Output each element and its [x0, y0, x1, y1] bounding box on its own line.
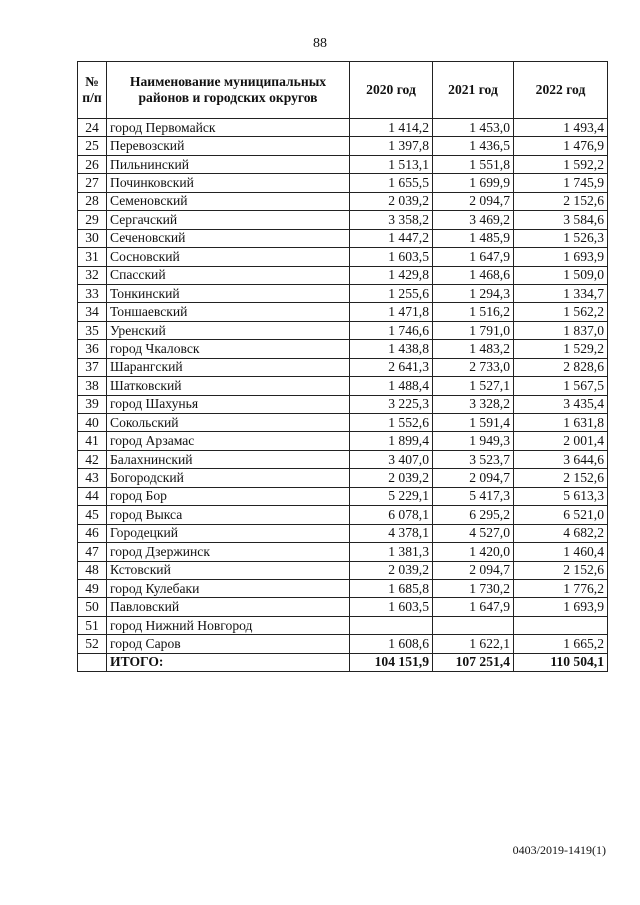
row-name: город Чкаловск: [107, 340, 350, 358]
row-number: 50: [78, 598, 107, 616]
row-value-2022: 2 001,4: [514, 432, 608, 450]
row-value-2021: 1 420,0: [433, 543, 514, 561]
row-value-2020: 1 603,5: [350, 248, 433, 266]
table-row: [78, 579, 608, 597]
table-row: [78, 266, 608, 284]
row-value-2020: 1 381,3: [350, 543, 433, 561]
row-value-2020: 6 078,1: [350, 506, 433, 524]
row-number: 26: [78, 155, 107, 173]
row-number: 52: [78, 635, 107, 653]
total-value-2021: 107 251,4: [433, 653, 514, 671]
row-value-2020: 2 039,2: [350, 192, 433, 210]
row-value-2020: [350, 616, 433, 634]
table-row: [78, 377, 608, 395]
row-value-2021: 1 468,6: [433, 266, 514, 284]
row-name: Сергачский: [107, 211, 350, 229]
row-number: 49: [78, 579, 107, 597]
row-value-2021: 5 417,3: [433, 487, 514, 505]
row-number: 33: [78, 284, 107, 302]
row-number: 39: [78, 395, 107, 413]
row-number: 38: [78, 377, 107, 395]
header-number: [78, 62, 107, 119]
table-row: [78, 506, 608, 524]
header-2020: 2020 год: [350, 62, 433, 119]
total-value-2022: 110 504,1: [514, 653, 608, 671]
row-name: Балахнинский: [107, 450, 350, 468]
row-value-2022: 2 828,6: [514, 358, 608, 376]
row-name: город Дзержинск: [107, 543, 350, 561]
row-number: 31: [78, 248, 107, 266]
row-number: 34: [78, 303, 107, 321]
row-value-2020: 1 471,8: [350, 303, 433, 321]
municipal-budget-table: [77, 61, 608, 672]
row-value-2021: 3 523,7: [433, 450, 514, 468]
row-value-2022: 3 584,6: [514, 211, 608, 229]
row-value-2021: 2 094,7: [433, 561, 514, 579]
row-value-2021: 1 527,1: [433, 377, 514, 395]
table-row: [78, 303, 608, 321]
row-name: Сосновский: [107, 248, 350, 266]
table-row: [78, 450, 608, 468]
row-name: город Первомайск: [107, 119, 350, 137]
row-name: Тоншаевский: [107, 303, 350, 321]
row-name: Пильнинский: [107, 155, 350, 173]
table-row: [78, 635, 608, 653]
row-name: Сеченовский: [107, 229, 350, 247]
row-value-2020: 4 378,1: [350, 524, 433, 542]
row-name: город Выкса: [107, 506, 350, 524]
row-value-2020: 3 225,3: [350, 395, 433, 413]
row-number: 30: [78, 229, 107, 247]
row-value-2020: 2 039,2: [350, 561, 433, 579]
row-value-2020: 5 229,1: [350, 487, 433, 505]
row-number: 41: [78, 432, 107, 450]
row-number: 48: [78, 561, 107, 579]
table-header-row: [78, 62, 608, 119]
row-value-2022: 1 837,0: [514, 321, 608, 339]
row-value-2021: 1 791,0: [433, 321, 514, 339]
row-value-2022: 3 644,6: [514, 450, 608, 468]
row-value-2020: 1 414,2: [350, 119, 433, 137]
row-value-2021: 1 647,9: [433, 248, 514, 266]
row-name: город Нижний Новгород: [107, 616, 350, 634]
row-name: город Шахунья: [107, 395, 350, 413]
row-name: Шарангский: [107, 358, 350, 376]
row-value-2020: 1 552,6: [350, 414, 433, 432]
row-name: город Арзамас: [107, 432, 350, 450]
row-value-2020: 1 488,4: [350, 377, 433, 395]
row-value-2021: 1 591,4: [433, 414, 514, 432]
row-value-2020: 3 407,0: [350, 450, 433, 468]
row-value-2020: 1 685,8: [350, 579, 433, 597]
row-number: 47: [78, 543, 107, 561]
row-value-2021: 1 516,2: [433, 303, 514, 321]
row-value-2021: 4 527,0: [433, 524, 514, 542]
table-row: [78, 487, 608, 505]
row-value-2022: 1 460,4: [514, 543, 608, 561]
header-name: Наименование муниципальных районов и городских округов: [107, 62, 350, 119]
row-value-2020: 1 746,6: [350, 321, 433, 339]
table-row: [78, 432, 608, 450]
row-value-2020: 1 429,8: [350, 266, 433, 284]
document-code: 0403/2019-1419(1): [512, 843, 606, 857]
row-value-2021: 1 294,3: [433, 284, 514, 302]
header-number-text: № п/п: [82, 74, 102, 105]
row-value-2022: 1 509,0: [514, 266, 608, 284]
row-number: 27: [78, 174, 107, 192]
table-row: [78, 248, 608, 266]
row-value-2020: 1 603,5: [350, 598, 433, 616]
row-number: 51: [78, 616, 107, 634]
row-value-2022: 1 529,2: [514, 340, 608, 358]
row-name: Городецкий: [107, 524, 350, 542]
row-value-2020: 3 358,2: [350, 211, 433, 229]
row-name: Сокольский: [107, 414, 350, 432]
row-value-2021: 1 647,9: [433, 598, 514, 616]
row-name: Семеновский: [107, 192, 350, 210]
row-value-2021: 2 094,7: [433, 192, 514, 210]
row-name: Тонкинский: [107, 284, 350, 302]
row-value-2022: 1 776,2: [514, 579, 608, 597]
row-number: 44: [78, 487, 107, 505]
row-value-2021: 3 469,2: [433, 211, 514, 229]
row-value-2021: 2 094,7: [433, 469, 514, 487]
row-name: Уренский: [107, 321, 350, 339]
table-row: [78, 469, 608, 487]
row-value-2021: 1 622,1: [433, 635, 514, 653]
row-value-2020: 1 255,6: [350, 284, 433, 302]
row-value-2022: 1 476,9: [514, 137, 608, 155]
row-number: 37: [78, 358, 107, 376]
row-number: 35: [78, 321, 107, 339]
table-row: [78, 211, 608, 229]
table-row: [78, 192, 608, 210]
page-number: 88: [313, 36, 327, 51]
row-value-2021: 1 436,5: [433, 137, 514, 155]
row-number: 29: [78, 211, 107, 229]
table-row: [78, 524, 608, 542]
row-value-2021: 3 328,2: [433, 395, 514, 413]
table-row: [78, 155, 608, 173]
row-value-2022: 1 693,9: [514, 598, 608, 616]
row-value-2021: 1 730,2: [433, 579, 514, 597]
row-value-2022: 1 665,2: [514, 635, 608, 653]
row-value-2020: 1 438,8: [350, 340, 433, 358]
row-value-2021: 6 295,2: [433, 506, 514, 524]
total-value-2020: 104 151,9: [350, 653, 433, 671]
row-value-2020: 1 513,1: [350, 155, 433, 173]
row-number: 43: [78, 469, 107, 487]
row-value-2021: [433, 616, 514, 634]
row-value-2021: 1 551,8: [433, 155, 514, 173]
row-value-2020: 1 899,4: [350, 432, 433, 450]
row-value-2022: 1 567,5: [514, 377, 608, 395]
row-name: Починковский: [107, 174, 350, 192]
row-value-2020: 1 397,8: [350, 137, 433, 155]
row-value-2022: 3 435,4: [514, 395, 608, 413]
row-value-2020: 2 039,2: [350, 469, 433, 487]
row-value-2021: 1 699,9: [433, 174, 514, 192]
row-value-2022: 1 562,2: [514, 303, 608, 321]
row-number: 36: [78, 340, 107, 358]
row-number: 24: [78, 119, 107, 137]
total-label: ИТОГО:: [107, 653, 350, 671]
row-value-2022: 1 592,2: [514, 155, 608, 173]
row-value-2021: 2 733,0: [433, 358, 514, 376]
row-value-2022: 2 152,6: [514, 192, 608, 210]
row-name: Перевозский: [107, 137, 350, 155]
table-row: [78, 543, 608, 561]
row-value-2022: 1 631,8: [514, 414, 608, 432]
row-number: 46: [78, 524, 107, 542]
table-row: [78, 358, 608, 376]
row-value-2020: 2 641,3: [350, 358, 433, 376]
total-row: [78, 653, 608, 671]
table-row: [78, 598, 608, 616]
row-value-2022: 2 152,6: [514, 561, 608, 579]
row-name: Павловский: [107, 598, 350, 616]
row-value-2022: 5 613,3: [514, 487, 608, 505]
row-value-2022: 1 493,4: [514, 119, 608, 137]
row-value-2022: 1 745,9: [514, 174, 608, 192]
total-number-cell: [78, 653, 107, 671]
row-name: город Бор: [107, 487, 350, 505]
header-2021: 2021 год: [433, 62, 514, 119]
row-number: 40: [78, 414, 107, 432]
table-row: [78, 137, 608, 155]
row-value-2022: 4 682,2: [514, 524, 608, 542]
row-name: город Саров: [107, 635, 350, 653]
row-value-2021: 1 483,2: [433, 340, 514, 358]
row-number: 32: [78, 266, 107, 284]
table-row: [78, 284, 608, 302]
row-value-2022: 6 521,0: [514, 506, 608, 524]
row-number: 42: [78, 450, 107, 468]
row-value-2022: 2 152,6: [514, 469, 608, 487]
table-row: [78, 561, 608, 579]
table-row: [78, 616, 608, 634]
row-number: 25: [78, 137, 107, 155]
table-body: [78, 119, 608, 672]
row-value-2022: 1 526,3: [514, 229, 608, 247]
row-name: Шатковский: [107, 377, 350, 395]
row-number: 45: [78, 506, 107, 524]
row-value-2022: 1 693,9: [514, 248, 608, 266]
row-value-2022: [514, 616, 608, 634]
row-name: Кстовский: [107, 561, 350, 579]
row-value-2021: 1 485,9: [433, 229, 514, 247]
row-value-2020: 1 608,6: [350, 635, 433, 653]
header-2022: 2022 год: [514, 62, 608, 119]
row-name: Спасский: [107, 266, 350, 284]
row-value-2022: 1 334,7: [514, 284, 608, 302]
table-row: [78, 174, 608, 192]
row-value-2020: 1 447,2: [350, 229, 433, 247]
table-row: [78, 229, 608, 247]
row-name: город Кулебаки: [107, 579, 350, 597]
row-number: 28: [78, 192, 107, 210]
row-value-2020: 1 655,5: [350, 174, 433, 192]
table-row: [78, 395, 608, 413]
row-value-2021: 1 949,3: [433, 432, 514, 450]
table-row: [78, 321, 608, 339]
table-row: [78, 119, 608, 137]
table-row: [78, 340, 608, 358]
row-name: Богородский: [107, 469, 350, 487]
table-row: [78, 414, 608, 432]
row-value-2021: 1 453,0: [433, 119, 514, 137]
